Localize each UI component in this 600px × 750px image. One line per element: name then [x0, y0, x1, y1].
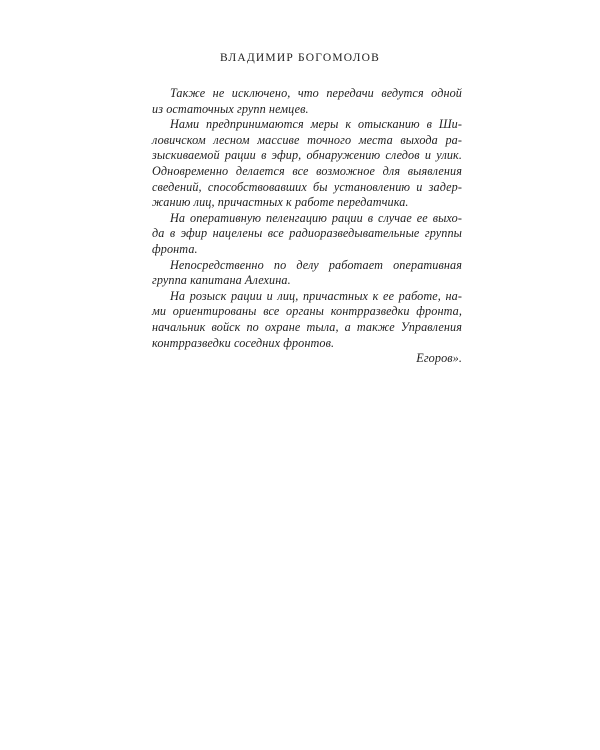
text-line: ловичском лесном массиве точного места выхода ра-	[152, 132, 462, 147]
text-line: Непосредственно по делу работает оперативная	[170, 257, 462, 272]
paragraph-1	[152, 86, 462, 117]
text-line: да в эфир нацелены все радиоразведывательные группы	[152, 226, 462, 241]
running-head-author: ВЛАДИМИР БОГОМОЛОВ	[219, 52, 381, 64]
text-line: сведений, способствовавших бы установлению и задер-	[152, 179, 462, 194]
paragraph-5	[152, 289, 462, 351]
text-line: зыскиваемой рации в эфир, обнаружению следов и улик.	[152, 148, 462, 163]
text-line: На розыск рации и лиц, причастных к ее работе, на-	[170, 288, 462, 303]
text-line: жанию лиц, причастных к работе передатчика.	[152, 195, 409, 210]
signature: Егоров».	[416, 351, 462, 366]
text-line: Одновременно делается все возможное для выявления	[152, 163, 462, 178]
body-text	[152, 86, 462, 367]
text-line: На оперативную пеленгацию рации в случае ее выхо-	[170, 210, 462, 225]
text-line: из остаточных групп немцев.	[152, 101, 309, 116]
text-line: фронта.	[152, 241, 198, 256]
text-line: группа капитана Алехина.	[152, 273, 291, 288]
text-line: Нами предпринимаются меры к отысканию в Ши-	[170, 117, 462, 132]
text-line: Также не исключено, что передачи ведутся одной	[170, 86, 462, 100]
text-line: начальник войск по охране тыла, а также Управления	[152, 319, 462, 334]
text-line: контрразведки соседних фронтов.	[152, 335, 335, 350]
paragraph-4	[152, 258, 462, 289]
text-line: ми ориентированы все органы контрразведки фронта,	[152, 304, 462, 319]
paragraph-2	[152, 117, 462, 211]
paragraph-3	[152, 211, 462, 258]
